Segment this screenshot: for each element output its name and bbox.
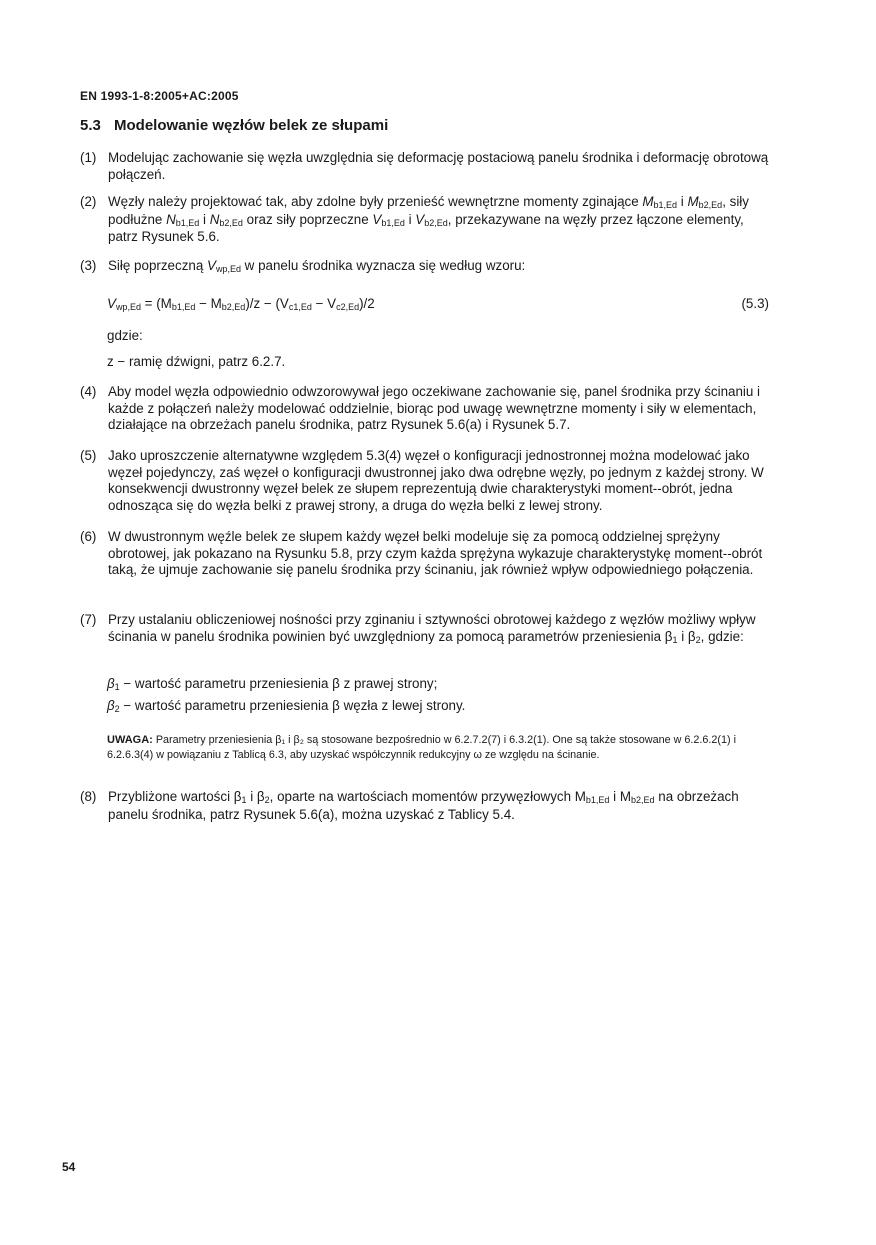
paragraph-3 xyxy=(80,258,770,276)
paragraph-4 xyxy=(80,384,770,434)
paragraph-number: (1) xyxy=(80,150,97,165)
paragraph-6 xyxy=(80,529,770,579)
paragraph-text: Modelując zachowanie się węzła uwzględnia się deformację postaciową panelu środnika i deformację obrotową połączeń. xyxy=(108,150,769,182)
paragraph-text: W dwustronnym węźle belek ze słupem każdy węzeł belki modeluje się za pomocą oddzielnej sprężyny obrotowej, jak pokazano na Rysunku 5.8, przy czym każda sprężyna wykazuje charakterystykę moment--obrót taką, że ujmuje zachowanie się panelu środnika przy ścinaniu, jak również wpływ odpowiedniego połączenia. xyxy=(108,529,763,577)
paragraph-text: Przy ustalaniu obliczeniowej nośności przy zginaniu i sztywności obrotowej każdego z węzłów możliwy wpływ ścinania w panelu środnika powinien być uwzględniony za pomocą parametrów przeniesienia β1 i β2, gdzie: xyxy=(108,612,756,645)
paragraph-text: Jako uproszczenie alternatywne względem 5.3(4) węzeł o konfiguracji jednostronnej można modelować jako węzeł pojedynczy, zaś węzeł o konfiguracji dwustronnej jako dwa odrębne węzły, po jednym z każdej strony. W konsekwencji dwustronny węzeł belek ze słupem reprezentują dwie charakterystyki moment--obrót, jedna odnosząca się do węzła belki z prawej strony, a druga do węzła belki z lewej strony. xyxy=(108,448,764,513)
paragraph-number: (2) xyxy=(80,194,97,209)
paragraph-text: Węzły należy projektować tak, aby zdolne były przenieść wewnętrzne momenty zginające Mb1,Ed i Mb2,Ed, siły podłużne Nb1,Ed i Nb2,Ed oraz siły poprzeczne Vb1,Ed i Vb2,Ed, przekazywane na węzły przez łączone elementy, patrz Rysunek 5.6. xyxy=(108,194,749,244)
paragraph-number: (5) xyxy=(80,448,97,463)
note xyxy=(107,733,767,763)
note-label: UWAGA: xyxy=(107,734,153,746)
paragraph-text: Aby model węzła odpowiednio odwzorowywał jego oczekiwane zachowanie się, panel środnika przy ścinaniu i każde z połączeń należy modelować oddzielnie, biorąc pod uwagę wewnętrzne momenty i siły w elementach, działające na obrzeżach panelu środnika, patrz Rysunek 5.6(a) i Rysunek 5.7. xyxy=(108,384,761,432)
equation-number: (5.3) xyxy=(741,296,769,311)
z-definition: z − ramię dźwigni, patrz 6.2.7. xyxy=(107,354,286,369)
section-title-text: Modelowanie węzłów belek ze słupami xyxy=(114,117,389,134)
paragraph-1 xyxy=(80,150,770,183)
section-number: 5.3 xyxy=(80,117,101,134)
where-label: gdzie: xyxy=(107,328,143,343)
paragraph-7 xyxy=(80,612,770,646)
paragraph-number: (8) xyxy=(80,789,97,804)
section-title xyxy=(80,117,388,134)
formula-5-3: Vwp,Ed = (Mb1,Ed − Mb2,Ed)/z − (Vc1,Ed − Vc2,Ed)/2 (5.3) xyxy=(107,296,769,312)
paragraph-number: (3) xyxy=(80,258,97,273)
paragraph-text: Siłę poprzeczną Vwp,Ed w panelu środnika wyznacza się według wzoru: xyxy=(108,258,526,274)
paragraph-number: (7) xyxy=(80,612,97,627)
page-number: 54 xyxy=(62,1160,76,1174)
paragraph-8 xyxy=(80,789,770,823)
note-text: Parametry przeniesienia β₁ i β₂ są stosowane bezpośrednio w 6.2.7.2(7) i 6.3.2(1). One są także stosowane w 6.2.6.2(1) i 6.2.6.3(4) w powiązaniu z Tablicą 6.3, aby uzyskać współczynnik redukcyjny ω ze względu na ścinanie. xyxy=(107,734,737,761)
paragraph-number: (4) xyxy=(80,384,97,399)
paragraph-5 xyxy=(80,448,770,514)
paragraph-2 xyxy=(80,194,770,246)
beta1-definition: β1 − wartość parametru przeniesienia β z prawej strony; xyxy=(107,676,438,692)
paragraph-text: Przybliżone wartości β1 i β2, oparte na wartościach momentów przywęzłowych Mb1,Ed i Mb2,Ed na obrzeżach panelu środnika, patrz Rysunek 5.6(a), można uzyskać z Tablicy 5.4. xyxy=(108,789,739,822)
document-header: EN 1993-1-8:2005+AC:2005 xyxy=(80,89,239,103)
beta2-definition: β2 − wartość parametru przeniesienia β węzła z lewej strony. xyxy=(107,698,466,714)
paragraph-number: (6) xyxy=(80,529,97,544)
